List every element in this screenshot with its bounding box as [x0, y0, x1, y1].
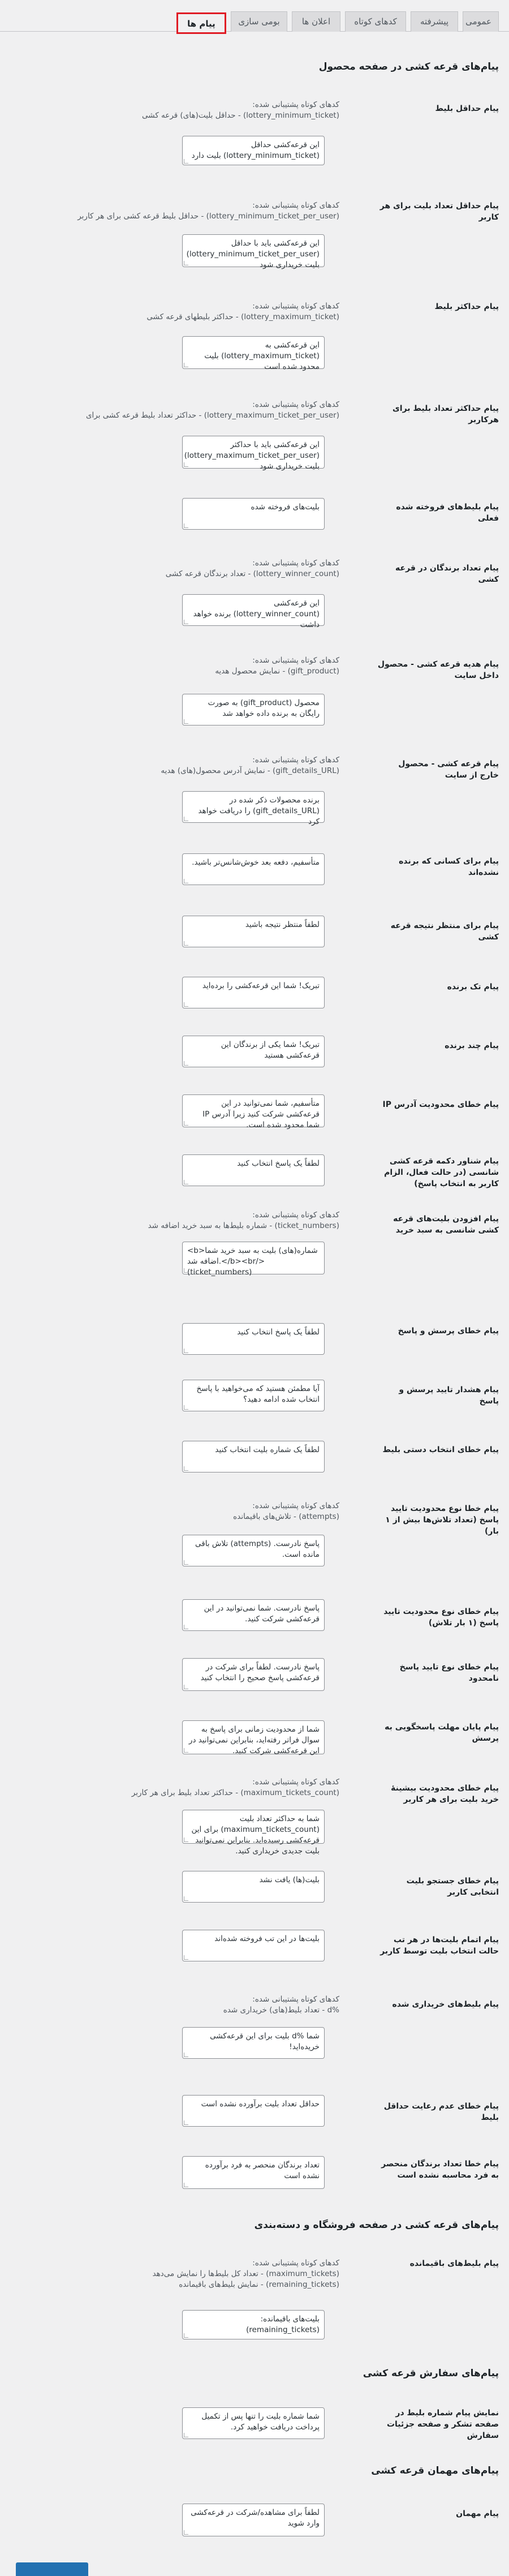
section-title-product-page: پیام‌های قرعه کشی در صفحه محصول	[318, 61, 499, 72]
field-label: پیام شناور دکمه قرعه کشی شانسی (در حالت فعال، الزام کاربر به انتخاب پاسخ)	[384, 1157, 499, 1188]
message-textarea[interactable]: این قرعه‌کشی باید با حداکثر (lottery_maximum_ticket_per_user) بلیت خریداری شود	[182, 436, 325, 469]
field-label: پیام چند برنده	[445, 1041, 499, 1050]
tab-shortcodes[interactable]: کدهای کوتاه	[345, 11, 406, 32]
message-textarea[interactable]: پاسخ نادرست. لطفاً برای شرکت در قرعه‌کشی پاسخ صحیح را انتخاب کنید	[182, 1658, 325, 1691]
field-help: کدهای کوتاه پشتیبانی شده: (lottery_minimum_ticket_per_user) - حداقل بلیط قرعه کشی برای هر کاربر	[77, 201, 339, 221]
message-textarea[interactable]: شما از محدودیت زمانی برای پاسخ به سوال فراتر رفته‌اید، بنابراین نمی‌توانید در این قرعه‌کشی شرکت کنید.	[182, 1720, 325, 1754]
field-help: کدهای کوتاه پشتیبانی شده: (gift_product) - نمایش محصول هدیه	[215, 656, 339, 676]
field-label: پیام حداقل بلیط	[435, 104, 499, 113]
field-label: پیام خطای پرسش و پاسخ	[398, 1326, 499, 1336]
settings-tabs	[0, 0, 509, 32]
field-label: پیام هشدار تایید پرسش و پاسخ	[399, 1385, 499, 1406]
message-textarea[interactable]: شما به حداکثر تعداد بلیت (maximum_tickets_count) برای این قرعه‌کشی رسیده‌اید. بنابراین نمی‌توانید بلیت جدیدی خریداری کنید.	[182, 1810, 325, 1844]
tab-notifications[interactable]: اعلان ها	[292, 11, 340, 32]
save-button[interactable]	[16, 2562, 88, 2576]
field-label: پیام خطای محدودیت بیشینهٔ خرید بلیت برای هر کاربر	[391, 1784, 499, 1804]
field-label: پیام خطا تعداد برندگان منحصر به فرد محاسبه نشده است	[381, 2159, 499, 2180]
message-textarea[interactable]: تبریک! شما یکی از برندگان این قرعه‌کشی هستید	[182, 1036, 325, 1067]
field-label: پیام بلیط‌های خریداری شده	[392, 2000, 499, 2009]
message-textarea[interactable]: <b>شماره(های) بلیت به سبد خرید شما اضافه شد.</b><br/> (ticket_numbers)	[182, 1242, 325, 1274]
field-label: پیام خطای انتخاب دستی بلیط	[382, 1445, 499, 1454]
message-textarea[interactable]: شما %d بلیت برای این قرعه‌کشی خریده‌اید!	[182, 2027, 325, 2059]
field-help: کدهای کوتاه پشتیبانی شده: %d - تعداد بلیط(های) خریداری شده	[223, 1995, 339, 2015]
field-label: نمایش پیام شماره بلیط در صفحه تشکر و صفحه جزئیات سفارش	[386, 2408, 499, 2440]
message-textarea[interactable]: این قرعه‌کشی حداقل (lottery_minimum_ticket) بلیت دارد	[182, 136, 325, 165]
field-help: کدهای کوتاه پشتیبانی شده: (maximum_tickets_count) - حداکثر تعداد بلیط برای هر کاربر	[131, 1778, 339, 1797]
message-textarea[interactable]: این قرعه‌کشی (lottery_winner_count) برنده خواهد داشت	[182, 594, 325, 626]
message-textarea[interactable]: بلیت‌های فروخته شده	[182, 498, 325, 530]
field-label: پیام حداکثر بلیط	[434, 302, 499, 311]
message-textarea[interactable]: لطفاً یک پاسخ انتخاب کنید	[182, 1154, 325, 1186]
field-label: پیام هدیه قرعه کشی - محصول داخل سایت	[377, 660, 499, 680]
field-help: کدهای کوتاه پشتیبانی شده: (ticket_numbers) - شماره بلیط‌ها به سبد خرید اضافه شد	[148, 1210, 339, 1230]
field-label: پیام برای منتظر نتیجه قرعه کشی	[390, 921, 499, 942]
field-label: پیام حداقل تعداد بلیت برای هر کاربر	[379, 201, 499, 222]
field-label: پیام خطای نوع محدودیت تایید پاسخ (۱ بار تلاش)	[383, 1607, 499, 1628]
field-label: پیام خطای محدودیت آدرس IP	[382, 1100, 499, 1109]
field-help: کدهای کوتاه پشتیبانی شده: (lottery_minimum_ticket) - حداقل بلیت(های) قرعه کشی	[142, 100, 339, 120]
message-textarea[interactable]: حداقل تعداد بلیت برآورده نشده است	[182, 2095, 325, 2127]
message-textarea[interactable]: شما شماره بلیت را تنها پس از تکمیل پرداخت دریافت خواهید کرد.	[182, 2407, 325, 2439]
field-label: پیام پایان مهلت پاسخگویی به پرسش	[385, 1723, 499, 1743]
section-title-guest: پیام‌های مهمان قرعه کشی	[371, 2465, 499, 2476]
message-textarea[interactable]: بلیت‌ها در این تب فروخته شده‌اند	[182, 1930, 325, 1961]
field-help: کدهای کوتاه پشتیبانی شده: (lottery_maximum_ticket_per_user) - حداکثر تعداد بلیط قرعه کشی برای	[85, 400, 339, 420]
field-label: پیام تک برنده	[447, 982, 499, 991]
field-label: پیام افزودن بلیت‌های قرعه کشی شانسی به سبد خرید	[393, 1214, 499, 1235]
field-label: پیام برای کسانی که برنده نشده‌اند	[399, 857, 499, 877]
message-textarea[interactable]: این قرعه‌کشی باید با حداقل (lottery_minimum_ticket_per_user) بلیت خریداری شود	[182, 234, 325, 267]
tab-localization[interactable]: بومی سازی	[231, 11, 287, 32]
message-textarea[interactable]: لطفاً یک پاسخ انتخاب کنید	[182, 1323, 325, 1355]
tab-advanced[interactable]: پیشرفته	[411, 11, 458, 32]
message-textarea[interactable]: محصول (gift_product) به صورت رایگان به برنده داده خواهد شد	[182, 694, 325, 725]
field-label: پیام خطای جستجو بلیت انتخابی کاربر	[406, 1877, 499, 1897]
field-help: کدهای کوتاه پشتیبانی شده: (lottery_maximum_ticket) - حداکثر بلیطهای قرعه کشی	[146, 302, 339, 321]
message-textarea[interactable]: آیا مطمئن هستید که می‌خواهید با پاسخ انتخاب شده ادامه دهید؟	[182, 1380, 325, 1411]
field-label: پیام بلیط‌های فروخته شده فعلی	[396, 503, 499, 523]
section-title-order: پیام‌های سفارش قرعه کشی	[363, 2368, 499, 2379]
field-label: پیام خطا نوع محدودیت تایید پاسخ (تعداد تلاش‌ها بیش از ۱ بار)	[385, 1504, 499, 1536]
field-label: پیام خطای نوع تایید پاسخ نامحدود	[399, 1663, 499, 1683]
message-textarea[interactable]: پاسخ نادرست. شما نمی‌توانید در این قرعه‌کشی شرکت کنید.	[182, 1599, 325, 1631]
message-textarea[interactable]: تبریک! شما این قرعه‌کشی را برده‌اید	[182, 977, 325, 1008]
message-textarea[interactable]: بلیت‌های باقیمانده: (remaining_tickets)	[182, 2310, 325, 2339]
field-help: کدهای کوتاه پشتیبانی شده: (gift_details_URL) - نمایش آدرس محصول(های) هدیه	[161, 755, 339, 775]
message-textarea[interactable]: برنده محصولات ذکر شده در (gift_details_URL) را دریافت خواهد کرد	[182, 791, 325, 823]
tab-messages[interactable]: پیام ها	[176, 12, 226, 34]
field-help: کدهای کوتاه پشتیبانی شده: (maximum_tickets) - تعداد کل بلیط‌ها را نمایش می‌دهد (remaining_tickets) - نمایش بلیط‌های باقیمانده	[152, 2259, 339, 2289]
field-label: پیام قرعه کشی - محصول خارج از سایت	[398, 759, 499, 780]
field-label: پیام اتمام بلیت‌ها در هر تب حالت انتخاب بلیت توسط کاربر	[380, 1935, 499, 1956]
field-help: کدهای کوتاه پشتیبانی شده: (lottery_winner_count) - تعداد برندگان قرعه کشی	[165, 559, 339, 578]
message-textarea[interactable]: تعداد برندگان منحصر به فرد برآورده نشده است	[182, 2156, 325, 2189]
field-label: پیام خطای عدم رعایت حداقل بلیط	[383, 2102, 499, 2122]
field-label: پیام مهمان	[456, 2509, 499, 2518]
message-textarea[interactable]: متأسفیم، شما نمی‌توانید در این قرعه‌کشی شرکت کنید زیرا آدرس IP شما محدود شده است.	[182, 1094, 325, 1127]
field-label: پیام تعداد برندگان در قرعه کشی	[395, 564, 499, 584]
tab-general[interactable]: عمومی	[463, 11, 499, 32]
message-textarea[interactable]: این قرعه‌کشی به (lottery_maximum_ticket) بلیت محدود شده است	[182, 336, 325, 369]
message-textarea[interactable]: لطفاً منتظر نتیجه باشید	[182, 916, 325, 947]
message-textarea[interactable]: لطفاً برای مشاهده/شرکت در قرعه‌کشی وارد شوید	[182, 2504, 325, 2536]
section-title-shop-page: پیام‌های قرعه کشی در صفحه فروشگاه و دسته‌بندی	[254, 2219, 499, 2231]
field-help: کدهای کوتاه پشتیبانی شده: (attempts) - تلاش‌های باقیمانده	[233, 1501, 339, 1521]
message-textarea[interactable]: بلیت(ها) یافت نشد	[182, 1871, 325, 1903]
message-textarea[interactable]: متأسفیم، دفعه بعد خوش‌شانس‌تر باشید.	[182, 853, 325, 885]
message-textarea[interactable]: پاسخ نادرست. (attempts) تلاش باقی مانده است.	[182, 1535, 325, 1566]
field-label: پیام حداکثر تعداد بلیط برای هرکاربر	[392, 404, 499, 424]
field-label: پیام بلیط‌های باقیمانده	[409, 2259, 499, 2268]
message-textarea[interactable]: لطفاً یک شماره بلیت انتخاب کنید	[182, 1441, 325, 1472]
